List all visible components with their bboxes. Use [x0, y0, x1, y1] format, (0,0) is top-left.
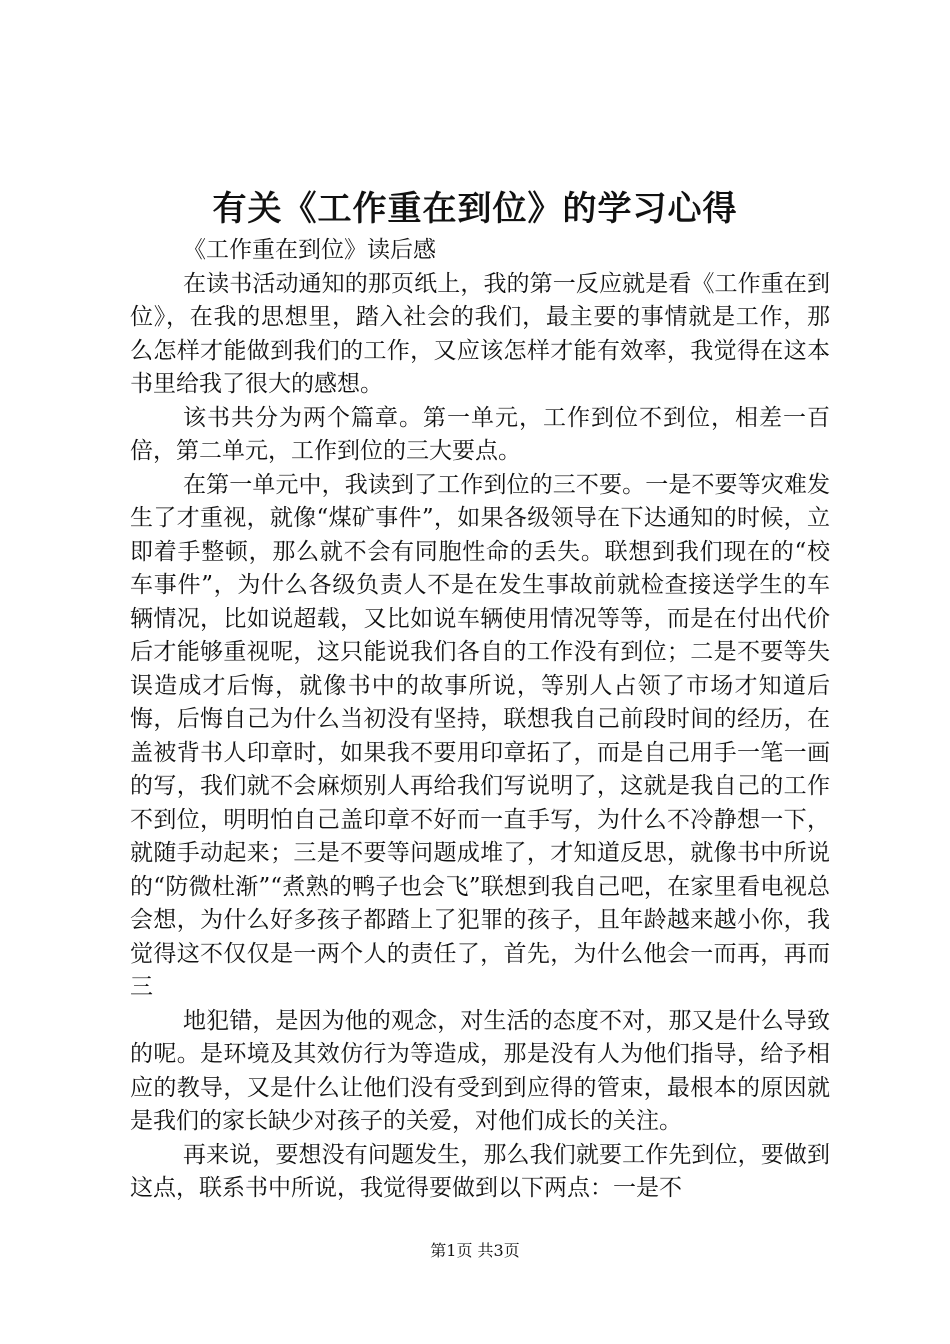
- paragraph-3: 在第一单元中，我读到了工作到位的三不要。一是不要等灾难发生了才重视，就像“煤矿事件”，如果各级领导在下达通知的时候，立即着手整顿，那么就不会有同胞性命的丢失。联想到我们现在的“校车事件”，为什么各级负责人不是在发生事故前就检查接送学生的车辆情况，比如说超载，又比如说车辆使用情况等等，而是在付出代价后才能够重视呢，这只能说我们各自的工作没有到位；二是不要等失误造成才后悔，就像书中的故事所说，等别人占领了市场才知道后悔，后悔自己为什么当初没有坚持，联想我自己前段时间的经历，在盖被背书人印章时，如果我不要用印章拓了，而是自己用手一笔一画的写，我们就不会麻烦别人再给我们写说明了，这就是我自己的工作不到位，明明怕自己盖印章不好而一直手写，为什么不冷静想一下，就随手动起来；三是不要等问题成堆了，才知道反思，就像书中所说的“防微杜渐”“煮熟的鸭子也会飞”联想到我自己吧，在家里看电视总会想，为什么好多孩子都踏上了犯罪的孩子，且年龄越来越小你，我觉得这不仅仅是一两个人的责任了，首先，为什么他会一而再，再而三: [130, 471, 830, 1000]
- paragraph-1: 在读书活动通知的那页纸上，我的第一反应就是看《工作重在到位》，在我的思想里，踏入社会的我们，最主要的事情就是工作，那么怎样才能做到我们的工作，又应该怎样才能有效率，我觉得在这本书里给我了很大的感想。: [130, 270, 830, 397]
- page-footer: 第1页 共3页: [430, 1241, 520, 1260]
- document-title: 有关《工作重在到位》的学习心得: [212, 189, 738, 229]
- paragraph-4: 地犯错，是因为他的观念，对生活的态度不对，那又是什么导致的呢。是环境及其效仿行为等造成，那是没有人为他们指导，给予相应的教导，又是什么让他们没有受到到应得的管束，最根本的原因就是我们的家长缺少对孩子的关爱，对他们成长的关注。: [130, 1007, 830, 1134]
- document-body: [130, 234, 830, 1206]
- subheading: 《工作重在到位》读后感: [183, 237, 436, 263]
- paragraph-5: 再来说，要想没有问题发生，那么我们就要工作先到位，要做到这点，联系书中所说，我觉得要做到以下两点：一是不: [130, 1141, 830, 1201]
- paragraph-2: 该书共分为两个篇章。第一单元，工作到位不到位，相差一百倍，第二单元，工作到位的三大要点。: [130, 404, 830, 464]
